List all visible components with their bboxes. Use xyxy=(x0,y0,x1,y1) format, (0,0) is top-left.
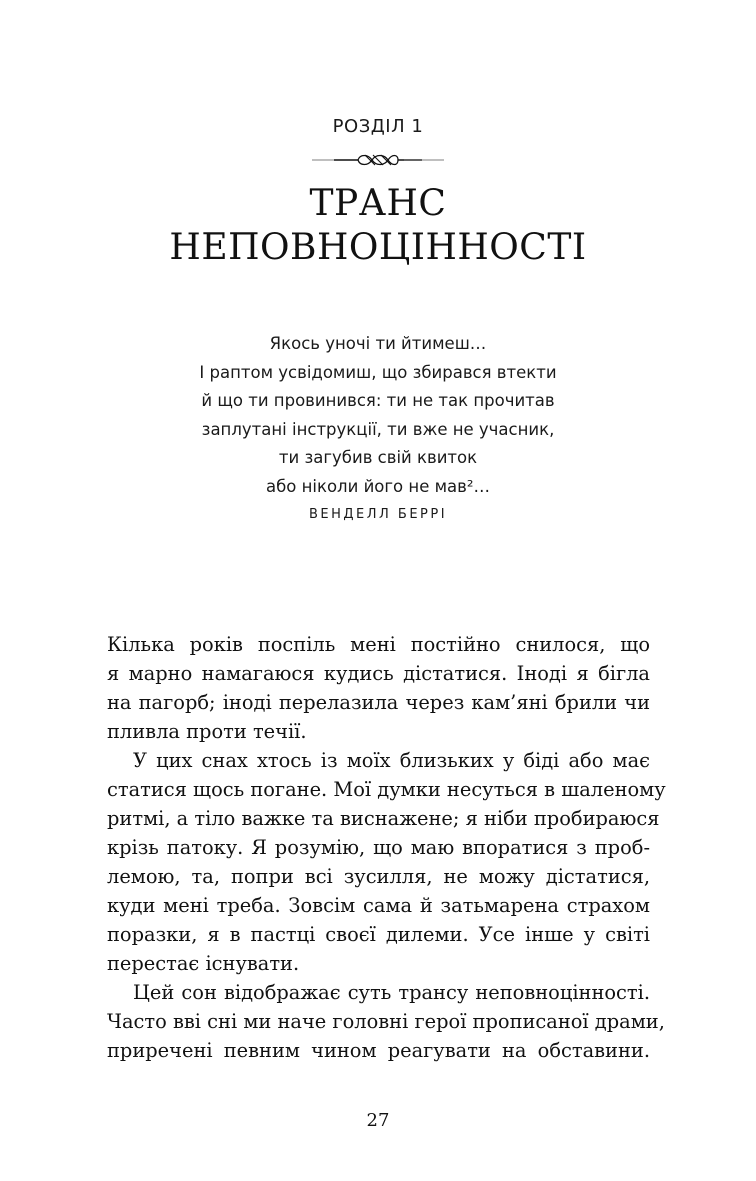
epigraph-line: Якось уночі ти йтимеш… xyxy=(269,334,487,353)
epigraph xyxy=(0,330,756,529)
body-line: пливла проти течії. xyxy=(107,720,307,743)
epigraph-line: заплутані інструкції, ти вже не учасник, xyxy=(201,419,555,439)
body-line: ритмі, а тіло важке та виснажене; я ніби пробираюся xyxy=(107,807,660,830)
body-line: Цей сон відображає суть трансу неповноцінності. xyxy=(133,981,650,1004)
body-line: лемою, та, попри всі зусилля, не можу дістатися, xyxy=(107,865,650,888)
body-line: Кілька років поспіль мені постійно снилося, що xyxy=(107,633,650,656)
epigraph-line: І раптом усвідомиш, що збирався втекти xyxy=(199,362,557,382)
body-line: приречені певним чином реагувати на обставини. xyxy=(107,1039,650,1062)
body-line: поразки, я в пастці своєї дилеми. Усе інше у світі xyxy=(107,923,650,946)
epigraph-line: ти загубив свій квиток xyxy=(278,448,478,467)
epigraph-author: ВЕНДЕЛЛ БЕРРІ xyxy=(308,507,448,522)
body-line: перестає існувати. xyxy=(107,952,300,975)
body-text xyxy=(107,630,666,1065)
page-number: 27 xyxy=(366,1110,390,1131)
body-line: куди мені треба. Зовсім сама й затьмарена страхом xyxy=(107,894,650,917)
body-line: У цих снах хтось із моїх близьких у біді або має xyxy=(133,749,650,772)
rope-ornament-divider-icon xyxy=(312,152,444,168)
body-line: статися щось погане. Мої думки несуться в шаленому xyxy=(107,778,666,801)
epigraph-line: й що ти провинився: ти не так прочитав xyxy=(201,391,555,410)
body-line: я марно намагаюся кудись дістатися. Іноді я бігла xyxy=(107,662,650,685)
chapter-title-line: НЕПОВНОЦІННОСТІ xyxy=(169,227,587,268)
chapter-title xyxy=(0,182,756,270)
body-line: крізь патоку. Я розумію, що маю впоратися з проб- xyxy=(107,836,650,859)
body-line: Часто вві сні ми наче головні герої прописаної драми, xyxy=(107,1010,665,1033)
chapter-label: РОЗДІЛ 1 xyxy=(332,116,424,137)
body-line: на пагорб; іноді перелазила через кам’яні брили чи xyxy=(107,691,650,714)
chapter-title-line: ТРАНС xyxy=(309,183,447,224)
epigraph-line: або ніколи його не мав²… xyxy=(266,476,490,496)
